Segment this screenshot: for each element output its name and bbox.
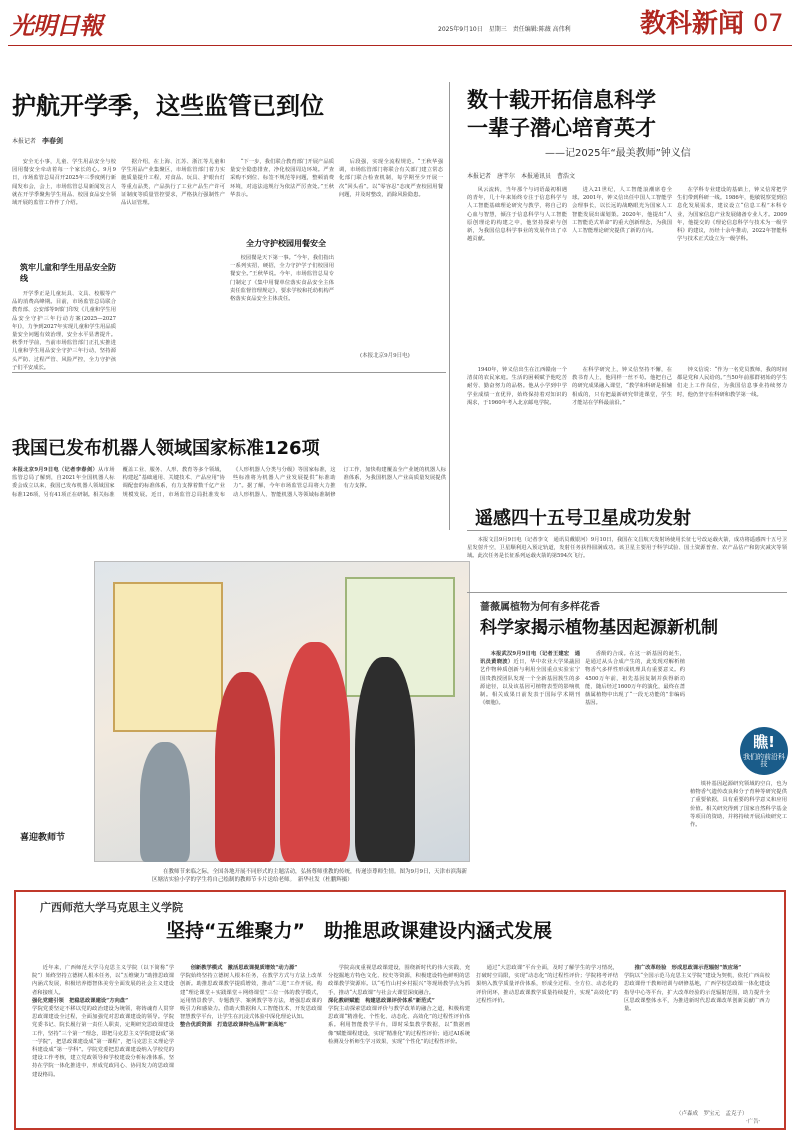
article2-body-6: 钟义信说：“作为一名党员教师，我的时间都是党和人民给的。”当50年前那群初始的学生们走上工作岗位，为我国信息事业持续努力时，他仍坚守在科研和教学第一线。 — [677, 367, 787, 398]
feature-box — [14, 890, 786, 1130]
article4-headline: 遥感四十五号卫星成功发射 — [475, 508, 691, 529]
feature-column-4 — [476, 964, 618, 1124]
article5-kicker: 蔷薇属植物为何有多样花香 — [480, 602, 600, 613]
frontier-tech-logo — [740, 727, 788, 775]
article3-text: 从市场监管总局了解到，自2021年全国机器人标委会成立以来，我国已发布机器人领域国家标准126项，另有41项正在研制。相关标准覆盖工业、服务、人形、教育等多个领域，构建起“基础通用、关键技术、产品应用”协调配套的标准体系，有力支撑着数千亿产业规模发展。近日，市场监管总局批准发布《人形机器人分类与分级》等国家标准，这些标准将为机器人产业发展提供“标准助力”。据了解，今年市场监管总局将大力推动人形机器人、智能机器人等领域标准制修订工作，加快构建覆盖全产业链的机器人标准体系，为我国机器人产业高质量发展提供有力支撑。 — [12, 467, 446, 498]
article2-body-3: 进入21世纪，人工智能浪潮席卷全球。2001年，钟义信出任中国人工智能学会理事长，以长远的战略眼光为国家人工智能发展出谋划策。2020年，他提出“人工智能范式革命”的重大创新理念，为我国人工智能理论研究提供了新的方向。 — [572, 187, 672, 235]
student-figure — [280, 642, 350, 862]
article2-headline-line2: 一辈子潜心培育英才 — [467, 116, 656, 140]
feature-subhead-4: 深化教研赋能 构建思政课评价体系“新范式” — [328, 997, 435, 1004]
feature-author: （卢森成 罗宝元 孟克子） — [676, 1111, 748, 1117]
feature-column-5 — [624, 964, 770, 1106]
section-divider — [12, 372, 446, 373]
article2-byline: 本报记者 唐芊尔 本报通讯员 曹浩文 — [467, 173, 576, 180]
article5-headline: 科学家揭示植物基因起源新机制 — [480, 618, 718, 638]
feature-body-6: 学院以“全国示范马克思主义学院”建设为契机，依托广西高校思政课骨干教师培训与研修基地，广西学校思政课一体化建设指导中心等平台，扩大改革经验的示范辐射范围，助力提升全区思政课整体水平，为推进新时代思政课改革创新贡献广西力量。 — [624, 973, 770, 1013]
section-divider — [467, 530, 787, 531]
article2-body-2: 1940年，钟义信出生在江西赣南一个清贫的农民家庭。生活的困顿赋予他吃苦耐劳、勤奋努力的品格。他从小学到中学学业成绩一直优异，始终保持着对知识的渴求，于1960年考入北京邮电学院。 — [467, 367, 567, 406]
article1-body-3: 据介绍，在上海、江苏、浙江等儿童和学生用品产业集聚区，市场监管部门着力实施质量提升工程，对食品、玩具、护眼台灯等重点品类，产品执行了工业产品生产许可证制度等质量管控要求，严格执行强制性产品认证管理。 — [121, 159, 225, 207]
student-figure — [355, 657, 415, 862]
feature-body-4: 学院主动探索思政课评价与教学改革的融合之道，积极构建思政课“精准化、个性化、动态化、高效化”的过程性评价体系。利用智能教学平台，即时采集教学数据，以“数据画像”赋能课程建设，实现“精准化”的过程性评价；通过AI系统检测及分析师生学习效果，实现“个性化”的过程性评价。 — [328, 1006, 470, 1045]
article1-body-6: 校园餐是天下第一事。“今年，我们指出一系列实招，硬招，全力守护学子们校园用餐安全。”王秋华说。今年，市场监管总局专门制定了《集中用餐单位落实食品安全主体责任监督管理规定》，要求学校和托幼机构严格落实食品安全主体责任。 — [230, 255, 334, 303]
article1-body-4: “下一步，我们联合教育部门开展产品质量安全隐患排查，净化校园周边环境。严查采购不到位、标签不规范等问题，整顿消费环境，对违法违规行为依法严厉查处。”王秋华表示。 — [230, 159, 334, 198]
photo-caption-title: 喜迎教师节 — [20, 833, 66, 843]
article1-subhead-1: 筑牢儿童和学生用品安全防线 — [20, 263, 116, 284]
masthead — [8, 2, 792, 46]
byline-name: 李春剑 — [42, 136, 64, 145]
feature-body-1: 学院党委坚定不移以党的政治建设为统领，将铸魂育人贯穿思政课建设全过程，全面加强党对思政课建设的领导。学院党委书记、院长履行第一责任人职责，定期研究思政课建设工作，坚持“三个第一”理念，即把马克思主义学院建设成“第一学院”，把思政课建设成“第一课程”，把马克思主义理论学科建设成“第一学科”。学院党委把思政课建设纳入学校党的建设工作考核，建立党政领导和学校建设分析标准体系，坚持在学院一体化推进中，形成党政同心、协同发力的思政课建设格局。 — [32, 1006, 174, 1078]
feature-end-mark: ·广告· — [746, 1119, 761, 1125]
article2-headline-line1: 数十载开拓信息科学 — [467, 88, 656, 112]
paper-name-logo: 光明日報 — [10, 11, 102, 40]
photo-caption: 在教师节来临之际，全国各地开展不同形式的主题活动，弘扬尊师重教的传统，传递崇尊师生情。图为9月9日，天津市滨海新区塘沽实验小学的学生将自己绘制的教师节卡片送给老师。 新华社发（杜鹏辉摄） — [152, 869, 468, 884]
feature-body-5: 通过“大思政课”平台全面，及时了解学生的学习情况，打破时空局限，实现“动态化”的过程性评价；学院将考评结果纳入教学质量评价体系，形成全过程、全方位、动态化的评价闭环，推动思政课教学质量持续提升，实现“高效化”的过程性评价。 — [476, 965, 618, 1004]
article1-subhead-2: 全力守护校园用餐安全 — [246, 239, 326, 248]
section-name: 教科新闻 — [640, 9, 745, 39]
article1-byline — [12, 136, 63, 147]
section-divider — [467, 592, 787, 593]
article2-body-4: 在科学研究上，钟义信坚持不懈，在教书育人上，他同样一丝不苟。他把自己的研究成果融入课堂，“教学和科研是相辅相成的，只有把最新研究带进课堂，学生才能站在学科最前沿。” — [572, 367, 672, 406]
feature-subhead-5: 推广改革经验 形成思政课示范辐射“效应场” — [634, 965, 742, 971]
feature-headline: 坚持“五维聚力” 助推思政课建设内涵式发展 — [166, 920, 552, 942]
feature-body-2: 学院始终坚持立德树人根本任务，在教学方式与方法上改革创新。助推思政课教学提质增效，推动“三进”工作开展。构建“理论课堂＋实践课堂＋网络课堂”三位一体的教学模式，运用情景教学、专题教学、案例教学等方法，增强思政课的吸引力和感染力。借助大数据和人工智能技术，开发思政课智慧教学平台，让学生在沉浸式体验中深化理论认知。 — [180, 973, 322, 1021]
drawing-board — [113, 582, 223, 732]
column-divider — [449, 82, 450, 530]
feature-column-2 — [180, 964, 322, 1124]
article1-body-8: 后段强，实现全流程规范。“王秋华强调，市场监管部门将联合有关部门建立常态化部门联合检查机制，每学期至少开展一次“回头看”。以“零容忍”态度严查校园用餐问题，并及时整改，消除风险隐患。 — [339, 159, 443, 198]
article1-body-2: 开学季正是儿童玩具、文具、校服等产品的消费高峰期。目前，市场监管总局联合教育部、公安部等9部门印发《儿童和学生用品安全守护三年行动方案(2025—2027年)》，力争到2027年实现儿童和学生用品质量安全问题有效治理，安全水平显著提升。秋季开学前，当前市场监管部门正扎实推进儿童和学生用品安全守护三年行动，坚持源头严防、过程严管、风险严控，全力守护孩子们平安成长。 — [12, 291, 117, 371]
article5-byline: 本报武汉9月9日电（记者王建宏 通讯员黄晓波） — [480, 651, 580, 666]
article2-body-5: 在学科专业建设的基础上，钟义信常把学生们带到科研一线。1986年，他敏锐察觉到信息化发展需求，建议设立“信息工程”本科专业，为国家信息产业发展储备专业人才。2009年，他提交的《理论信息科学与技术为一级学科》的建议，历经十余年推动，2022年智能科学与技术正式设立为一级学科。 — [677, 187, 787, 243]
feature-body-3: 学院高度重视思政课建设，围绕新时代的伟大实践，充分挖掘地方特色文化、校史等资源，积极建设特色鲜明的思政课教学资源库。以“毛竹山村乡村振兴”等现场教学点为抓手，推动“大思政课”与社会大课堂深度融合。 — [328, 965, 470, 996]
teachers-day-photo — [94, 561, 470, 862]
article1-body-1: 安全无小事，儿童、学生用品安全与校园用餐安全牵动着每一个家长的心。9月9日，市场监管总局召开2025年三季度例行新闻发布会，会上，市场监管总局新闻发言人就在开学季聚焦学生用品、校园食品安全领域开展的监管工作作了介绍。 — [12, 159, 116, 207]
page-number: 07 — [753, 9, 784, 37]
feature-subhead-2: 创新教学模式 激活思政课提质增效“动力源” — [190, 965, 298, 971]
feature-kicker: 广西师范大学马克思主义学院 — [40, 901, 183, 914]
article3-headline: 我国已发布机器人领域国家标准126项 — [12, 438, 320, 459]
article2-subline: ——记2025年“最美教师”钟义信 — [545, 148, 691, 159]
student-figure — [140, 742, 190, 862]
article5-body-1 — [480, 650, 580, 875]
feature-column-1 — [32, 964, 174, 1124]
article5-body-3: 填补基因起源研究领域的空白，也为植物香气遗传改良和分子育种等研究提供了重要依据，具有重要的科学意义和应用价值。相关研究得到了国家自然科学基金等项目的资助，并将持续开展后续研究工作。 — [690, 781, 787, 829]
feature-subhead-1: 强化党建引领 把稳思政课建设“方向盘” — [32, 997, 129, 1004]
article1-headline: 护航开学季，这些监管已到位 — [12, 92, 324, 120]
feature-intro: 近年来，广西师范大学马克思主义学院（以下简称“学院”）始终坚持立德树人根本任务，以“五维聚力”助推思政课内涵式发展，积极培养德智体美劳全面发展的社会主义建设者和接班人。 — [32, 965, 174, 996]
article3-byline: 本报北京9月9日电（记者李春剑） — [12, 467, 99, 473]
article1-end-note: (本报北京9月9日电) — [360, 353, 410, 359]
feature-subhead-3: 整合优质资源 打造思政课特色品牌“新高地” — [180, 1022, 287, 1029]
article5-text: 近日，华中农业大学果蔬园艺作物种质创新与利用全国重点实验室宁国贵教授团队发现一个全新基因簇生的多源途径，以及该基因可植物表型的影响机制。相关成果日前发表于国际学术期刊《细胞》。 — [480, 659, 580, 707]
logo-subtext: 我们的前沿科技 — [743, 752, 785, 769]
feature-column-3 — [328, 964, 470, 1124]
article2-body-1: 风云流转，当年那个与词语最初相遇的青年，几十年来始终专注于信息科学与人工智能基础理论研究与教学，将自己的心血与智慧，倾注于信息科学与人工智能原创理论的构建之中，他坚持探索与创新，为我国信息科学事业的发展作出了卓越贡献。 — [467, 187, 567, 243]
article4-body: 本报文昌9月9日电（记者李文 通讯员戴银河）9月10日，我国在文昌航天发射场使用长征七号改运载火箭，成功将遥感四十五号卫星发射升空，卫星顺利进入预定轨道，发射任务获得圆满成功。该卫星主要用于科学试验、国土资源普查、农产品估产和防灾减灾等领域。此次任务是长征系列运载火箭的第594次飞行。 — [467, 537, 787, 560]
article3-body — [12, 466, 446, 538]
byline-label: 本报记者 — [12, 138, 37, 145]
article5-body-2: 香酚的合成。在这一新基因的诞生，是通过从头合成产生的，此发现对解析植物香气多样性形成机理具有重要意义。约4500万年前，祖先基因复制并获得新功能，随后经过1600万年的演化，最终在蔷薇属植物中出现了“一段无功能的”非编码基因。 — [585, 651, 685, 707]
issue-info: 2025年9月10日 星期三 责任编辑:陈薇 高伟利 — [438, 26, 571, 33]
logo-text: 瞧! — [753, 733, 775, 751]
student-figure — [215, 672, 275, 862]
